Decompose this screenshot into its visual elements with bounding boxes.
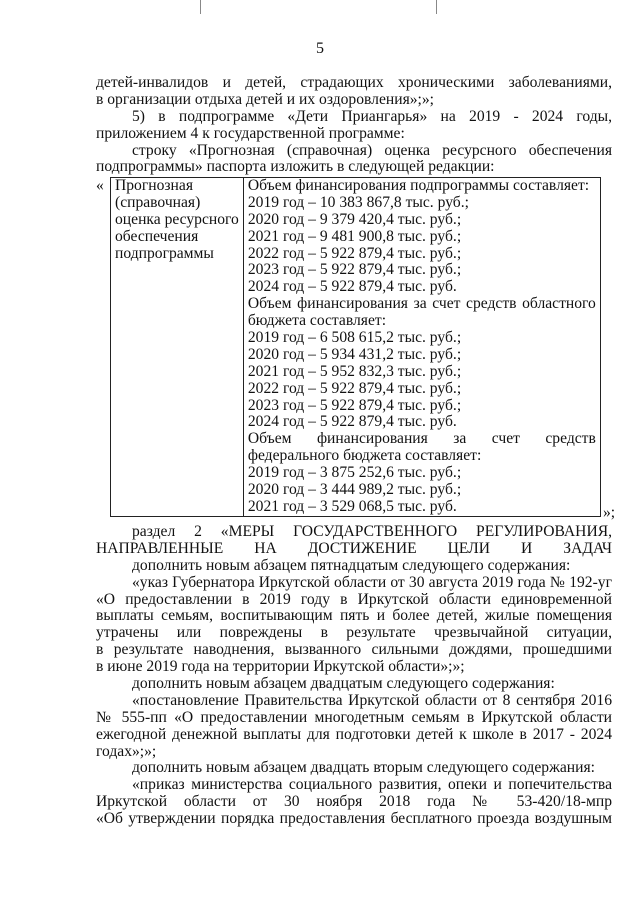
text-line: детей-инвалидов и детей, страдающих хроническими заболеваниями,	[96, 75, 612, 91]
cell-line: 2021 год – 3 529 068,5 тыс. руб.	[247, 497, 457, 515]
scan-mark	[436, 0, 437, 14]
cell-line: Объем финансирования за счет средств областного	[247, 296, 596, 313]
text-line: в результате наводнения, вызванного сильными дождями, прошедшими	[96, 642, 612, 659]
cell-line: обеспечения	[115, 227, 199, 245]
text-line: дополнить новым абзацем пятнадцатым следующего содержания:	[132, 556, 571, 574]
section-title-line: НАПРАВЛЕННЫЕ НА ДОСТИЖЕНИЕ ЦЕЛИ И ЗАДАЧ	[96, 540, 612, 557]
cell-line: 2024 год – 5 922 879,4 тыс. руб.	[247, 278, 457, 296]
cell-line: 2022 год – 5 922 879,4 тыс. руб.;	[247, 244, 462, 262]
cell-line: федерального бюджета составляет:	[247, 447, 482, 465]
cell-line: 2019 год – 6 508 615,2 тыс. руб.;	[247, 329, 462, 347]
cell-line: подпрограммы	[115, 244, 214, 262]
cell-line: бюджета составляет:	[247, 312, 387, 330]
text-line: ежегодной денежной выплаты для подготовки детей к школе в 2017 - 2024	[96, 726, 612, 743]
table-cell-label	[111, 178, 244, 517]
text-line: в июне 2019 года на территории Иркутской области»;»;	[96, 658, 465, 676]
table-cell-values	[243, 178, 600, 517]
cell-line: Объем финансирования подпрограммы составляет:	[247, 177, 590, 194]
text-line: «приказ министерства социального развития, опеки и попечительства	[132, 777, 612, 794]
text-line: в организации отдыха детей и их оздоровления»;»;	[96, 90, 434, 108]
cell-line: 2020 год – 5 934 431,2 тыс. руб.;	[247, 345, 462, 363]
text-line: «Об утверждении порядка предоставления бесплатного проезда воздушным	[96, 811, 612, 828]
cell-line: 2023 год – 5 922 879,4 тыс. руб.;	[247, 261, 462, 279]
text-line: «указ Губернатора Иркутской области от 30 августа 2019 года № 192-уг	[132, 574, 612, 591]
cell-line: 2022 год – 5 922 879,4 тыс. руб.;	[247, 379, 462, 397]
page-number: 5	[316, 40, 324, 57]
text-line: выплаты семьям, воспитывающим пять и более детей, жилые помещения	[96, 608, 612, 625]
text-line: годах»;»;	[96, 742, 157, 760]
cell-line: 2021 год – 9 481 900,8 тыс. руб.;	[247, 227, 462, 245]
cell-line: 2024 год – 5 922 879,4 тыс. руб.	[247, 413, 457, 431]
scan-mark	[200, 0, 201, 14]
text-line: подпрограммы» паспорта изложить в следующей редакции:	[96, 158, 495, 176]
text-line: № 555-пп «О предоставлении многодетным семьям в Иркутской области	[96, 709, 612, 726]
cell-line: оценка ресурсного	[115, 210, 239, 228]
cell-line: Объем финансирования за счет средств	[247, 431, 596, 448]
text-line: строку «Прогнозная (справочная) оценка ресурсного обеспечения	[132, 142, 612, 159]
body-block	[96, 524, 612, 828]
cell-line: 2023 год – 5 922 879,4 тыс. руб.;	[247, 396, 462, 414]
text-line: утрачены или повреждены в результате чрезвычайной ситуации,	[96, 625, 612, 642]
cell-line: 2019 год – 10 383 867,8 тыс. руб.;	[247, 193, 469, 211]
cell-line: Прогнозная	[115, 177, 193, 194]
cell-line: 2020 год – 9 379 420,4 тыс. руб.;	[247, 210, 462, 228]
text-line: Иркутской области от 30 ноября 2018 года № 53-420/18-мпр	[96, 794, 612, 811]
passport-table	[110, 177, 601, 517]
cell-line: (справочная)	[115, 193, 201, 211]
cell-line: 2019 год – 3 875 252,6 тыс. руб.;	[247, 464, 462, 482]
section-title-line: раздел 2 «МЕРЫ ГОСУДАРСТВЕННОГО РЕГУЛИРОВАНИЯ,	[132, 524, 612, 540]
table-row	[111, 178, 601, 517]
cell-line: 2020 год – 3 444 989,2 тыс. руб.;	[247, 481, 462, 499]
text-line: «постановление Правительства Иркутской области от 8 сентября 2016	[132, 692, 612, 709]
text-line: 5) в подпрограмме «Дети Приангарья» на 2019 - 2024 годы,	[132, 108, 612, 125]
intro-block	[96, 75, 612, 176]
text-line: приложением 4 к государственной программе:	[96, 124, 405, 142]
text-line: дополнить новым абзацем двадцать вторым следующего содержания:	[132, 759, 595, 777]
open-quote: «	[96, 177, 104, 194]
text-line: дополнить новым абзацем двадцатым следующего содержания:	[132, 675, 555, 693]
cell-line: 2021 год – 5 952 832,3 тыс. руб.;	[247, 362, 462, 380]
text-line: «О предоставлении в 2019 году в Иркутской области единовременной	[96, 591, 612, 608]
close-quote: »;	[603, 504, 616, 521]
